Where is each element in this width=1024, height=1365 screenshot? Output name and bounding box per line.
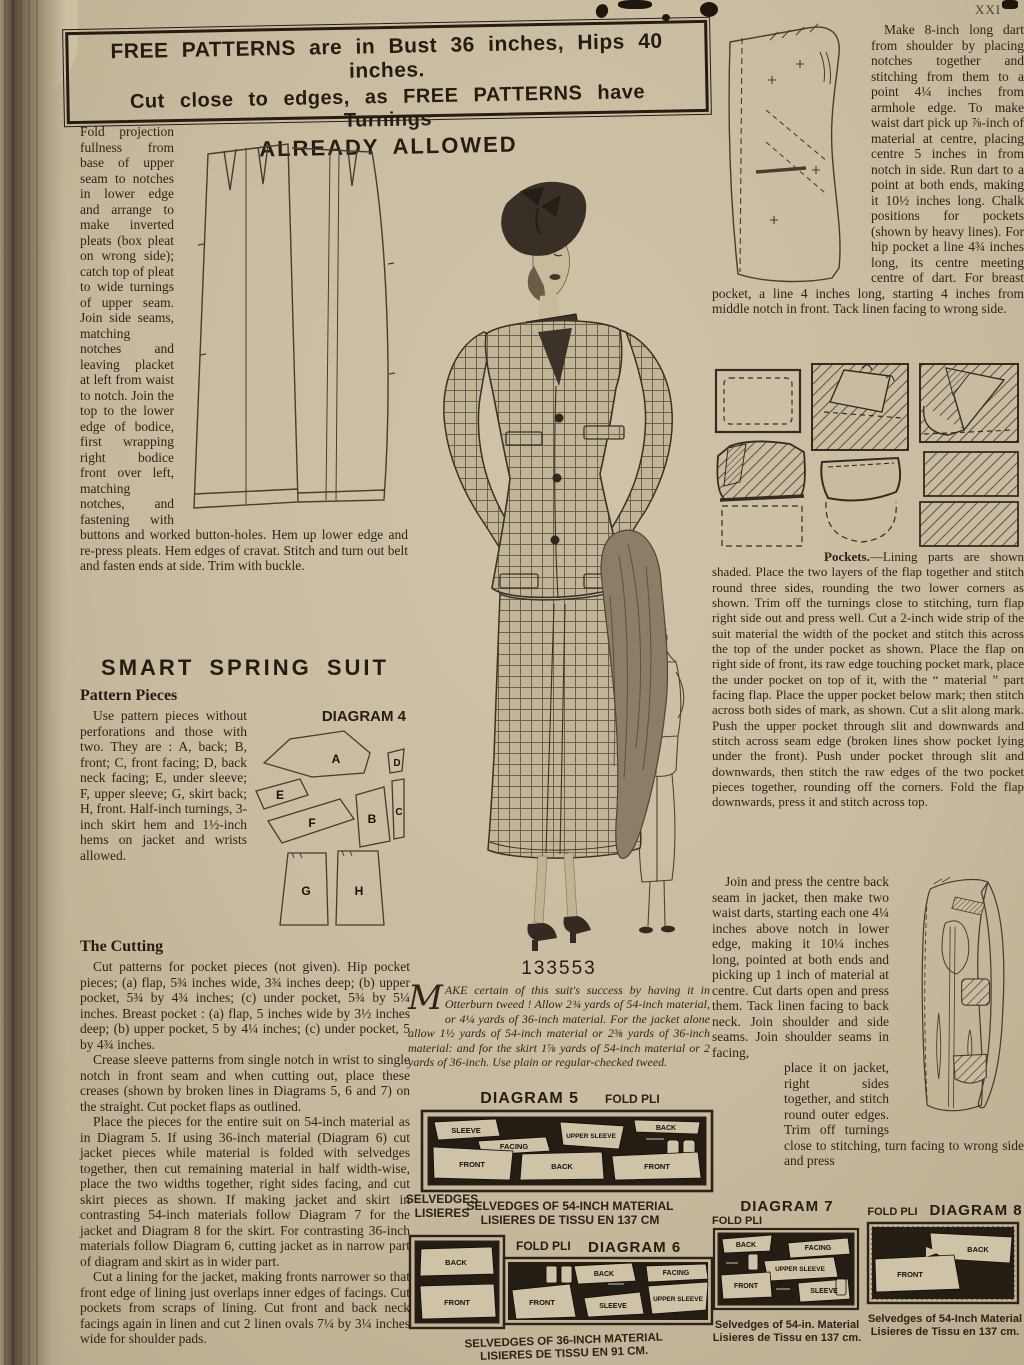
diagram-8-caption-en: Selvedges of 54-Inch Material <box>867 1313 1023 1325</box>
diagram-8-piece-label: BACK <box>967 1245 989 1254</box>
pattern-pieces-text: Use pattern pieces without perforations and those with two. They are : A, back; B, front; C, front facing; D, back neck facing; E, under sleeve; F, upper sleeve; G, skirt back; H, front. Half-inch turnings, 3-inch skirt hem and 1½-inch hems on jacket and wrists allowed. <box>80 708 247 863</box>
jacket-back-pattern-piece <box>712 22 862 284</box>
cutting-paragraph-1: Cut patterns for pocket pieces (not given). Hip pocket pieces; (a) flap, 5¾ inches wide, 3¾ inches deep; (b) upper pocket, 5¾ by 4¾ inches; (c) under pocket, 5¾ by 5¼ inches. Breast pocket : (a) flap, 5 inches wide by 3½ inches deep; (b) upper pocket, 5 by 4¼ inches; (c) under pocket, 5 by 4¾ inches. <box>80 959 410 1052</box>
diagram-5-title: DIAGRAM 5 <box>480 1090 580 1107</box>
diagram-6-title: DIAGRAM 6 <box>588 1239 682 1256</box>
pattern-number: 133553 <box>521 958 597 979</box>
fold-pli-label: FOLD PLI <box>516 1239 571 1253</box>
diagram-5-piece-label: SLEEVE <box>451 1126 481 1135</box>
free-patterns-notice-box <box>65 20 709 162</box>
diagram-5-caption-fr: LISIERES DE TISSU EN 137 CM <box>480 1212 660 1227</box>
cutting-paragraph-3: Place the pieces for the entire suit on 54-inch material as in Diagram 5. If using 36-inch material (Diagram 6) cut jacket pieces while material is folded with selvedges together, then cut remaining material in half width-wise, place the two widths together, right sides facing, and cut skirt pieces as shown. If making jacket and skirt in contrasting 54-inch materials follow Diagram 7 for the jacket and Diagram 8 for the skirt. For contrasting 36-inch materials follow Diagram 6, cutting jacket as in narrow part of diagram and skirt as in wider part. <box>80 1114 410 1269</box>
fold-pli-label: FOLD PLI <box>605 1092 660 1106</box>
pocket-step-flap-outline <box>716 370 800 432</box>
dart-instructions-paragraph: Make 8-inch long dart from shoulder by placing notches together and stitching from them to a point 4¼ inches from armhole edge. To make waist dart pick up ⅞-inch of material at centre, placing centre 5 inches in from notch in side. Run dart to a point at both ends, making it 10½ inches long. Chalk positions for pockets (shown by heavy lines). For hip pocket a line 4¾ inches long, its centre meeting centre of dart. For breast pocket, a line 4 inches long, starting 4 inches from middle notch in front. Tack linen facing to wrong side. <box>712 22 1024 317</box>
ink-blot <box>618 0 652 9</box>
selvedges-label <box>396 1192 488 1221</box>
selvedges-fr: LISIERES <box>414 1206 470 1221</box>
suited-woman-figure <box>444 182 672 951</box>
page-number: XXI <box>975 2 1002 17</box>
pocket-step-lining-pieces <box>920 452 1018 546</box>
pocket-step-flap-attached <box>717 441 805 546</box>
diagram-6-piece-label: UPPER SLEEVE <box>653 1296 703 1303</box>
diagram-7-caption-fr: Lisieres de Tissu en 137 cm. <box>712 1331 862 1344</box>
ink-blot <box>700 2 718 17</box>
diagram-7-piece-label: FRONT <box>733 1283 759 1290</box>
diagram-4-label: G <box>301 884 311 898</box>
hat <box>501 182 586 256</box>
pockets-run-in-heading: Pockets. <box>824 549 870 564</box>
ink-blot <box>1002 0 1018 9</box>
diagram-6-caption-fr: LISIERES DE TISSU EN 91 CM. <box>480 1345 649 1364</box>
diagram-8-title: DIAGRAM 8 <box>929 1202 1023 1219</box>
diagram-6-piece-label: FACING <box>662 1270 690 1277</box>
figure-caption-text: AKE certain of this suit's success by having it in Otterburn tweed ! Allow 2¾ yards of 54-inch material, or 4¼ yards of 36-inch material. For the jacket alone allow 1½ yards of 54-inch material or 2⅜ yards of 36-inch material: and for the skirt 1⅞ yards of 54-inch material or 2 yards of 36-inch. Use plain or regular-checked tweed. <box>408 983 710 1069</box>
hip-pocket-flap <box>500 574 538 588</box>
diagram-7-title: DIAGRAM 7 <box>740 1198 834 1215</box>
diagram-5-piece-label: BACK <box>655 1125 677 1132</box>
neck <box>538 294 560 320</box>
diagram-4-label: F <box>308 816 316 830</box>
skirt-pattern-diagram <box>180 124 408 526</box>
diagram-8-piece-label: FRONT <box>897 1270 923 1279</box>
breast-pocket-flap <box>506 432 542 445</box>
diagram-4-label: C <box>395 807 403 818</box>
diagram-6-caption-en: SELVEDGES OF 36-INCH MATERIAL <box>464 1331 664 1351</box>
right-shoe <box>564 916 592 934</box>
diagram-5-drawing <box>420 1109 714 1193</box>
join-section <box>712 874 1024 1169</box>
diagram-5-piece-label: FRONT <box>459 1160 485 1169</box>
diagram-4-label: A <box>331 752 341 766</box>
cutting-paragraph-4: Cut a lining for the jacket, making fronts narrower so that front edge of lining just overlaps inner edges of facings. Cut pockets from scraps of lining. Cut front and back neck facings again in linen and cut 2 linen ovals 7¼ by 3¼ inches wide for shoulder pads. <box>80 1269 410 1347</box>
diagram-7-piece-label: FACING <box>804 1245 832 1252</box>
diagram-8 <box>866 1202 1024 1338</box>
pattern-pieces-block <box>80 708 410 898</box>
diagram-6 <box>408 1224 720 1364</box>
pocket-step-fold <box>920 364 1018 442</box>
binding-spine-texture <box>4 0 44 1365</box>
join-paragraph-2: place it on jacket, right sides together, and stitch round outer edges. Trim off turnings close to stitching, turn facing to wrong side and press <box>784 1060 1024 1169</box>
right-leg <box>564 852 577 920</box>
left-intro-section <box>80 124 408 574</box>
notice-line-2: Cut close to edges, as FREE PATTERNS have Turnings <box>129 81 646 132</box>
skirt-instructions-paragraph: Fold projection fullness from base of upper seam to notches in lower edge and arrange to make inverted pleats (box pleat on wrong side); catch top of pleat to wide turnings of upper seam. Join side seams, matching notches and leaving placket at left from waist to notch. Join the top to the lower edge of bodice, first wrapping right bodice front over left, matching notches, and fastening with buttons and worked button-holes. Hem up lower edge and re-press pleats. Hem edges of cravat. Stitch and turn out belt and fasten ends at side. Trim with buckle. <box>80 124 408 574</box>
diagram-4-label: D <box>393 758 401 769</box>
jacket-front-pattern-piece <box>896 874 1024 1124</box>
pockets-paragraph <box>712 549 1024 810</box>
pattern-pieces-heading: Pattern Pieces <box>80 687 178 704</box>
diagram-7-piece-label: SLEEVE <box>810 1288 838 1295</box>
diagram-8-caption-fr: Lisieres de Tissu en 137 cm. <box>870 1325 1020 1338</box>
diagram-6-piece-label: BACK <box>445 1258 467 1267</box>
diagram-4-label: E <box>275 788 285 802</box>
smart-spring-suit-section <box>80 655 410 1347</box>
ink-blot <box>594 2 610 19</box>
diagram-7-piece-label: BACK <box>735 1242 757 1249</box>
diagram-4-title: DIAGRAM 4 <box>321 708 406 725</box>
diagram-4 <box>252 708 410 932</box>
breast-pocket-flap <box>584 426 624 439</box>
diagram-7-drawing <box>712 1227 860 1311</box>
diagram-7-caption-en: Selvedges of 54-in. Material <box>714 1319 860 1331</box>
pockets-text: —Lining parts are shown shaded. Place the two layers of the flap together and stitch round three sides, rounding the two lower corners as shown. Trim off the turnings close to stitching, turn flap right side out and press well. Cut a 2-inch wide strip of the suit material the width of the pocket and stitch this across the top of the under pocket as shown. Place the flap on right side of front, its raw edge touching pocket mark, place the under pocket on top of it, with the “ material ” part facing flap. Place the upper pocket below mark; then stitch across both sides of mark, as shown. Cut a slit along mark. Push the upper pocket through slit and downwards and stitch across seam edge (broken lines show pocket lying under the front). Push under pocket through slit and downwards, then stitch the raw edges of the two pocket pieces together, rounding off the corners. Fold the flap downwards, press it and stitch across top. <box>712 549 1024 810</box>
notice-line-3: ALREADY ALLOWED <box>258 131 518 162</box>
diagram-6-piece-label: FRONT <box>444 1298 470 1307</box>
right-intro-section <box>712 22 1024 317</box>
diagram-7 <box>712 1198 862 1344</box>
cutting-heading: The Cutting <box>80 938 164 955</box>
diagram-6-piece-label: FRONT <box>529 1298 555 1307</box>
diagram-5-piece-label: UPPER SLEEVE <box>566 1133 616 1140</box>
left-shoe <box>527 923 557 941</box>
diagram-5-piece-label: BACK <box>551 1162 573 1171</box>
figure-caption-block <box>408 958 710 1069</box>
diagram-7-piece-label: UPPER SLEEVE <box>775 1266 825 1273</box>
drop-cap: M <box>408 978 443 1018</box>
left-leg <box>534 856 547 924</box>
diagram-4-drawing <box>252 725 410 927</box>
diagram-6-drawing <box>408 1224 716 1330</box>
join-paragraph-1: Join and press the centre back seam in jacket, then make two waist darts, starting each one 4¼ inches above notch in lower edge, making it 10¼ inches long, pointed at both ends and picking up 1 inch of material at centre. Cut darts open and press them. Tack linen facing to back neck. Join shoulder and side seams. Join shoulder seams in facing, <box>712 874 889 1060</box>
section-title: SMART SPRING SUIT <box>101 655 389 680</box>
diagram-6-piece-label: BACK <box>593 1271 615 1278</box>
fashion-illustration <box>388 126 713 971</box>
notice-line-1: FREE PATTERNS are in Bust 36 inches, Hips 40 inches. <box>110 29 663 83</box>
selvedges-en: SELVEDGES <box>405 1192 479 1206</box>
diagram-5-piece-label: FRONT <box>644 1162 670 1171</box>
pocket-step-finished-flap <box>821 458 900 542</box>
pocket-construction-diagrams <box>712 360 1022 548</box>
fold-pli-label: FOLD PLI <box>712 1215 763 1227</box>
diagram-6-piece-label: SLEEVE <box>599 1303 627 1310</box>
cutting-paragraph-2: Crease sleeve patterns from single notch in wrist to single notch in front seam and when cutting out, place these creases (shown by broken lines in Diagrams 5, 6 and 7) on the straight. Cut pocket flaps as outlined. <box>80 1052 410 1114</box>
diagram-5-piece-label: FACING <box>499 1142 529 1151</box>
pocket-step-under-pocket <box>812 364 908 450</box>
diagram-4-label: B <box>367 812 377 826</box>
diagram-5-caption-en: SELVEDGES OF 54-INCH MATERIAL <box>466 1199 674 1213</box>
diagram-4-label: H <box>354 884 364 898</box>
fold-pli-label: FOLD PLI <box>867 1206 918 1218</box>
diagram-8-drawing <box>866 1221 1020 1305</box>
